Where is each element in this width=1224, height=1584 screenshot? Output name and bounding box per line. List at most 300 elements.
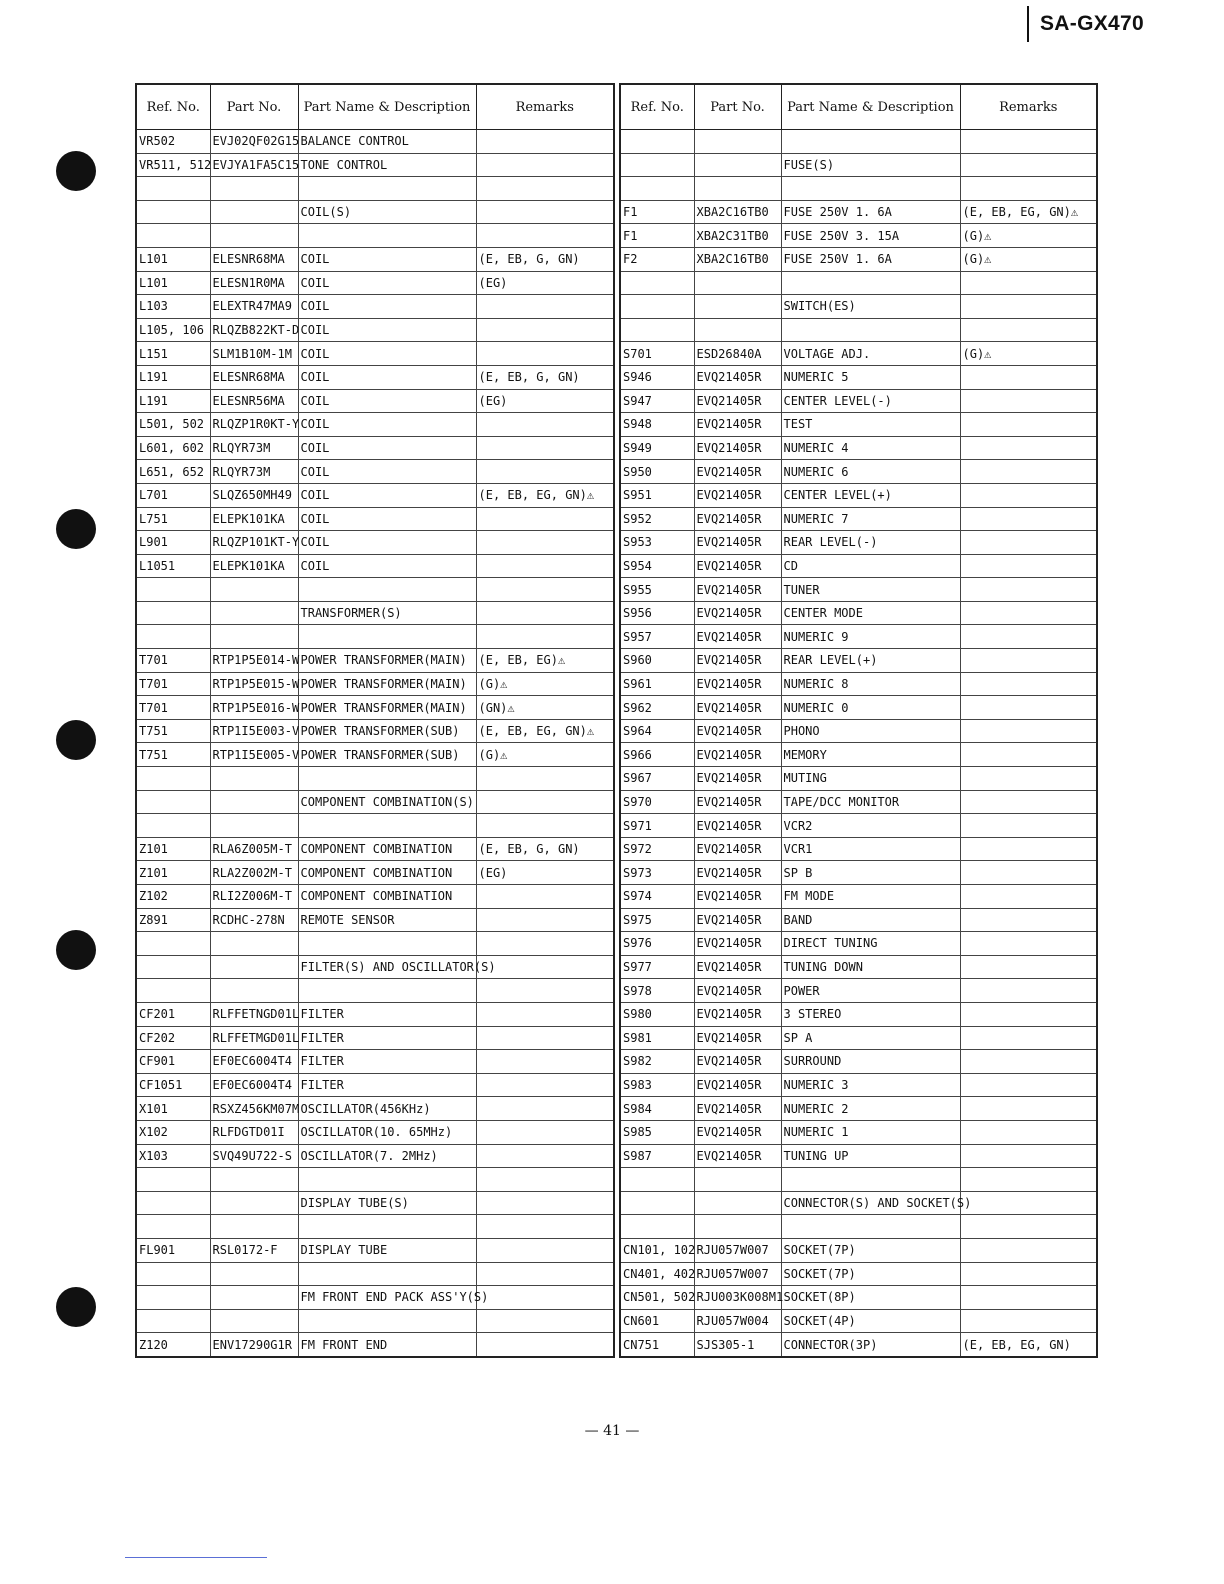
cell-description [781, 1215, 960, 1239]
cell-ref-no [620, 1215, 694, 1239]
cell-ref-no: S949 [620, 436, 694, 460]
cell-remarks [960, 130, 1097, 154]
table-row [136, 554, 614, 578]
cell-part-no [210, 767, 298, 791]
binder-hole [56, 720, 96, 760]
cell-part-no: RTP1P5E015-W [210, 672, 298, 696]
table-row [620, 365, 1097, 389]
cell-part-no: RTP1I5E003-V [210, 719, 298, 743]
cell-description: REAR LEVEL(+) [781, 649, 960, 673]
cell-ref-no: S967 [620, 767, 694, 791]
cell-remarks [960, 1097, 1097, 1121]
cell-remarks [476, 601, 614, 625]
cell-part-no: RLQZP101KT-Y [210, 531, 298, 555]
cell-ref-no [136, 790, 210, 814]
cell-remarks [476, 1026, 614, 1050]
cell-ref-no [620, 318, 694, 342]
cell-description: DIRECT TUNING [781, 932, 960, 956]
model-name: SA-GX470 [1040, 12, 1144, 35]
cell-part-no [210, 177, 298, 201]
cell-ref-no: S970 [620, 790, 694, 814]
cell-remarks [960, 1168, 1097, 1192]
cell-part-no: SLM1B10M-1M [210, 342, 298, 366]
table-row [620, 625, 1097, 649]
cell-part-no: RLFFETNGD01L [210, 1002, 298, 1026]
cell-remarks [476, 932, 614, 956]
cell-remarks: (E, EB, EG, GN)⚠ [960, 200, 1097, 224]
cell-part-no [210, 955, 298, 979]
cell-part-no: EVQ21405R [694, 790, 781, 814]
cell-description: NUMERIC 6 [781, 460, 960, 484]
cell-part-no: RJU003K008M1 [694, 1286, 781, 1310]
cell-description: CENTER MODE [781, 601, 960, 625]
cell-part-no [210, 578, 298, 602]
table-row [136, 1333, 614, 1357]
header-rule [1027, 6, 1029, 42]
table-row [136, 1168, 614, 1192]
cell-part-no: EVQ21405R [694, 436, 781, 460]
cell-description: TEST [781, 413, 960, 437]
cell-ref-no: CF1051 [136, 1073, 210, 1097]
cell-remarks [960, 790, 1097, 814]
table-row [136, 318, 614, 342]
cell-description: FM FRONT END [298, 1333, 476, 1357]
cell-ref-no: S971 [620, 814, 694, 838]
cell-part-no [210, 200, 298, 224]
cell-description: CONNECTOR(S) AND SOCKET(S) [781, 1191, 960, 1215]
cell-ref-no: T751 [136, 743, 210, 767]
cell-remarks [476, 1333, 614, 1357]
table-row [620, 861, 1097, 885]
table-row [136, 908, 614, 932]
cell-description: TRANSFORMER(S) [298, 601, 476, 625]
table-row [620, 1026, 1097, 1050]
scan-artifact-line [125, 1557, 267, 1558]
table-row [136, 767, 614, 791]
table-row [620, 1309, 1097, 1333]
cell-remarks [960, 578, 1097, 602]
cell-remarks [960, 955, 1097, 979]
cell-part-no: EVQ21405R [694, 554, 781, 578]
cell-remarks: (G)⚠ [960, 342, 1097, 366]
cell-remarks [960, 767, 1097, 791]
table-row [136, 601, 614, 625]
cell-part-no: EVQ21405R [694, 885, 781, 909]
cell-remarks [960, 719, 1097, 743]
table-row [620, 130, 1097, 154]
cell-remarks [960, 625, 1097, 649]
binder-hole [56, 151, 96, 191]
table-row [136, 649, 614, 673]
column-header-ref-no: Ref. No. [620, 84, 694, 130]
table-row [136, 932, 614, 956]
cell-description [298, 979, 476, 1003]
cell-part-no: EVQ21405R [694, 365, 781, 389]
cell-description: SOCKET(7P) [781, 1262, 960, 1286]
cell-remarks [960, 554, 1097, 578]
column-header-description: Part Name & Description [781, 84, 960, 130]
cell-ref-no: S974 [620, 885, 694, 909]
table-row [136, 177, 614, 201]
cell-remarks [960, 271, 1097, 295]
cell-ref-no [136, 200, 210, 224]
cell-part-no [210, 1309, 298, 1333]
cell-part-no [694, 153, 781, 177]
cell-remarks: (EG) [476, 389, 614, 413]
cell-part-no: EVQ21405R [694, 743, 781, 767]
table-row [136, 837, 614, 861]
cell-ref-no [136, 625, 210, 649]
cell-ref-no [136, 1286, 210, 1310]
cell-description [298, 177, 476, 201]
table-row [136, 625, 614, 649]
cell-description [781, 1168, 960, 1192]
cell-part-no: EVQ21405R [694, 625, 781, 649]
cell-part-no: EVQ21405R [694, 1050, 781, 1074]
cell-description: COIL [298, 318, 476, 342]
cell-remarks [960, 177, 1097, 201]
cell-description: NUMERIC 1 [781, 1120, 960, 1144]
cell-ref-no [620, 1191, 694, 1215]
cell-description: COIL [298, 483, 476, 507]
cell-part-no: EVQ21405R [694, 1120, 781, 1144]
cell-part-no [210, 1168, 298, 1192]
cell-part-no: EVQ21405R [694, 696, 781, 720]
cell-remarks [960, 1215, 1097, 1239]
cell-description: NUMERIC 8 [781, 672, 960, 696]
cell-ref-no: T701 [136, 649, 210, 673]
cell-part-no: EVQ21405R [694, 1073, 781, 1097]
cell-ref-no: S946 [620, 365, 694, 389]
cell-ref-no: Z101 [136, 837, 210, 861]
table-row [620, 1215, 1097, 1239]
cell-description: VCR2 [781, 814, 960, 838]
cell-ref-no [136, 177, 210, 201]
cell-remarks [476, 318, 614, 342]
table-row [620, 955, 1097, 979]
cell-description: FILTER [298, 1050, 476, 1074]
cell-description: SURROUND [781, 1050, 960, 1074]
cell-remarks [960, 1286, 1097, 1310]
table-row [136, 1026, 614, 1050]
cell-ref-no [136, 955, 210, 979]
cell-part-no: RLQZP1R0KT-Y [210, 413, 298, 437]
cell-remarks: (E, EB, EG, GN) [960, 1333, 1097, 1357]
cell-description: SOCKET(7P) [781, 1238, 960, 1262]
table-row [620, 1333, 1097, 1357]
cell-ref-no: CN101, 102 [620, 1238, 694, 1262]
table-row [136, 483, 614, 507]
cell-remarks: (EG) [476, 861, 614, 885]
cell-part-no [210, 1215, 298, 1239]
cell-description: TUNING UP [781, 1144, 960, 1168]
table-row [620, 1120, 1097, 1144]
table-row [136, 790, 614, 814]
binder-hole [56, 509, 96, 549]
cell-ref-no: L701 [136, 483, 210, 507]
cell-description [781, 271, 960, 295]
cell-description: FUSE 250V 3. 15A [781, 224, 960, 248]
cell-part-no: EVQ21405R [694, 483, 781, 507]
cell-part-no: EVQ21405R [694, 1097, 781, 1121]
cell-remarks [960, 601, 1097, 625]
cell-ref-no: S948 [620, 413, 694, 437]
cell-remarks: (EG) [476, 271, 614, 295]
cell-part-no [694, 271, 781, 295]
cell-ref-no [136, 1262, 210, 1286]
cell-ref-no [620, 177, 694, 201]
table-row [136, 1002, 614, 1026]
cell-description: COIL [298, 507, 476, 531]
cell-remarks [960, 1073, 1097, 1097]
cell-part-no: SJS305-1 [694, 1333, 781, 1357]
table-row [620, 790, 1097, 814]
table-row [620, 767, 1097, 791]
cell-ref-no [620, 295, 694, 319]
cell-description: TONE CONTROL [298, 153, 476, 177]
cell-remarks: (G)⚠ [960, 247, 1097, 271]
cell-description: OSCILLATOR(10. 65MHz) [298, 1120, 476, 1144]
cell-ref-no [136, 1168, 210, 1192]
cell-description: 3 STEREO [781, 1002, 960, 1026]
table-row [136, 247, 614, 271]
cell-remarks [960, 814, 1097, 838]
cell-remarks [960, 696, 1097, 720]
cell-ref-no [136, 601, 210, 625]
cell-part-no: RLFDGTD01I [210, 1120, 298, 1144]
cell-description: COMPONENT COMBINATION [298, 861, 476, 885]
table-row [136, 1191, 614, 1215]
cell-part-no: EVQ21405R [694, 389, 781, 413]
cell-ref-no: S957 [620, 625, 694, 649]
cell-ref-no: F1 [620, 200, 694, 224]
table-row [620, 1144, 1097, 1168]
column-header-remarks: Remarks [476, 84, 614, 130]
parts-table-right [619, 83, 1098, 1358]
cell-remarks [476, 1120, 614, 1144]
cell-ref-no [620, 153, 694, 177]
cell-description: OSCILLATOR(456KHz) [298, 1097, 476, 1121]
cell-ref-no: L151 [136, 342, 210, 366]
cell-ref-no: S987 [620, 1144, 694, 1168]
cell-description: SWITCH(ES) [781, 295, 960, 319]
cell-remarks [960, 1026, 1097, 1050]
cell-ref-no [136, 224, 210, 248]
cell-ref-no: L101 [136, 247, 210, 271]
table-row [620, 342, 1097, 366]
cell-description [298, 814, 476, 838]
cell-ref-no: S985 [620, 1120, 694, 1144]
cell-remarks: (GN)⚠ [476, 696, 614, 720]
cell-description [298, 625, 476, 649]
table-row [620, 885, 1097, 909]
cell-description: SOCKET(4P) [781, 1309, 960, 1333]
table-row [620, 413, 1097, 437]
cell-part-no: EVQ21405R [694, 578, 781, 602]
table-row [620, 1238, 1097, 1262]
cell-part-no [210, 601, 298, 625]
table-row [136, 1144, 614, 1168]
cell-ref-no: S954 [620, 554, 694, 578]
cell-part-no [210, 1262, 298, 1286]
cell-part-no: EVQ21405R [694, 719, 781, 743]
cell-part-no [694, 1191, 781, 1215]
table-row [136, 743, 614, 767]
table-row [620, 1286, 1097, 1310]
table-row [136, 672, 614, 696]
cell-description: POWER [781, 979, 960, 1003]
table-row [620, 1050, 1097, 1074]
cell-part-no: ESD26840A [694, 342, 781, 366]
cell-description: MEMORY [781, 743, 960, 767]
cell-remarks [960, 1191, 1097, 1215]
cell-ref-no: T701 [136, 696, 210, 720]
cell-part-no: ELEPK101KA [210, 507, 298, 531]
table-row [620, 153, 1097, 177]
cell-part-no: ENV17290G1R [210, 1333, 298, 1357]
cell-remarks [476, 908, 614, 932]
cell-description: COMPONENT COMBINATION [298, 837, 476, 861]
cell-ref-no [136, 979, 210, 1003]
cell-part-no: ELESN1R0MA [210, 271, 298, 295]
cell-part-no [210, 790, 298, 814]
cell-remarks [476, 1238, 614, 1262]
cell-ref-no: X101 [136, 1097, 210, 1121]
cell-remarks [960, 413, 1097, 437]
cell-ref-no: S701 [620, 342, 694, 366]
table-row [620, 1191, 1097, 1215]
table-header-row [136, 84, 614, 130]
cell-remarks [476, 1050, 614, 1074]
table-row [620, 649, 1097, 673]
cell-description: TUNING DOWN [781, 955, 960, 979]
table-row [136, 200, 614, 224]
cell-description: SOCKET(8P) [781, 1286, 960, 1310]
cell-part-no: RLFFETMGD01L [210, 1026, 298, 1050]
table-row [620, 814, 1097, 838]
table-row [136, 1215, 614, 1239]
cell-description: CD [781, 554, 960, 578]
cell-ref-no: L501, 502 [136, 413, 210, 437]
cell-part-no: RJU057W007 [694, 1238, 781, 1262]
table-row [620, 979, 1097, 1003]
table-row [620, 696, 1097, 720]
cell-part-no [210, 814, 298, 838]
cell-ref-no [136, 1215, 210, 1239]
cell-part-no: RLI2Z006M-T [210, 885, 298, 909]
cell-remarks [476, 885, 614, 909]
cell-description: DISPLAY TUBE [298, 1238, 476, 1262]
cell-remarks [476, 1309, 614, 1333]
table-row [620, 601, 1097, 625]
cell-ref-no [620, 130, 694, 154]
cell-description: NUMERIC 2 [781, 1097, 960, 1121]
cell-ref-no: VR502 [136, 130, 210, 154]
cell-part-no [694, 295, 781, 319]
cell-part-no: EVQ21405R [694, 413, 781, 437]
cell-part-no: EVQ21405R [694, 979, 781, 1003]
cell-part-no: RSL0172-F [210, 1238, 298, 1262]
cell-ref-no: S951 [620, 483, 694, 507]
cell-ref-no: FL901 [136, 1238, 210, 1262]
cell-remarks [960, 908, 1097, 932]
cell-remarks [476, 436, 614, 460]
cell-description: FUSE(S) [781, 153, 960, 177]
cell-ref-no: L101 [136, 271, 210, 295]
cell-description: COMPONENT COMBINATION [298, 885, 476, 909]
cell-remarks [960, 885, 1097, 909]
cell-part-no: RLQYR73M [210, 460, 298, 484]
cell-remarks [476, 1215, 614, 1239]
cell-description: OSCILLATOR(7. 2MHz) [298, 1144, 476, 1168]
cell-part-no: RLQYR73M [210, 436, 298, 460]
cell-description: FILTER(S) AND OSCILLATOR(S) [298, 955, 476, 979]
cell-description: FILTER [298, 1026, 476, 1050]
cell-remarks [960, 1262, 1097, 1286]
table-row [136, 1309, 614, 1333]
cell-remarks [960, 1050, 1097, 1074]
cell-remarks [476, 1073, 614, 1097]
cell-description: COIL [298, 531, 476, 555]
cell-ref-no: L1051 [136, 554, 210, 578]
cell-ref-no: S956 [620, 601, 694, 625]
cell-part-no [694, 1215, 781, 1239]
cell-remarks [476, 295, 614, 319]
cell-ref-no [136, 578, 210, 602]
cell-part-no: SVQ49U722-S [210, 1144, 298, 1168]
cell-remarks [960, 649, 1097, 673]
cell-remarks [476, 342, 614, 366]
cell-part-no: EVQ21405R [694, 814, 781, 838]
cell-remarks [476, 979, 614, 1003]
cell-remarks [476, 1002, 614, 1026]
cell-remarks: (E, EB, G, GN) [476, 837, 614, 861]
cell-description: POWER TRANSFORMER(MAIN) [298, 672, 476, 696]
cell-ref-no: S966 [620, 743, 694, 767]
cell-part-no: EVQ21405R [694, 908, 781, 932]
cell-description [298, 578, 476, 602]
table-row [620, 1262, 1097, 1286]
table-row [620, 719, 1097, 743]
cell-part-no: RCDHC-278N [210, 908, 298, 932]
cell-part-no: EVQ21405R [694, 601, 781, 625]
cell-ref-no: S962 [620, 696, 694, 720]
cell-ref-no: VR511, 512 [136, 153, 210, 177]
table-row [620, 247, 1097, 271]
cell-part-no [210, 979, 298, 1003]
table-row [136, 295, 614, 319]
table-row [620, 531, 1097, 555]
cell-remarks [476, 955, 614, 979]
table-row [620, 271, 1097, 295]
cell-description [781, 177, 960, 201]
table-row [136, 342, 614, 366]
cell-ref-no: L901 [136, 531, 210, 555]
cell-ref-no: S984 [620, 1097, 694, 1121]
column-header-part-no: Part No. [210, 84, 298, 130]
cell-remarks [960, 1238, 1097, 1262]
cell-part-no [210, 932, 298, 956]
cell-remarks [960, 1144, 1097, 1168]
cell-description: NUMERIC 9 [781, 625, 960, 649]
cell-ref-no: CF202 [136, 1026, 210, 1050]
binder-hole [56, 1287, 96, 1327]
cell-ref-no: X103 [136, 1144, 210, 1168]
cell-description: SP A [781, 1026, 960, 1050]
cell-remarks [476, 625, 614, 649]
cell-ref-no: CN751 [620, 1333, 694, 1357]
cell-remarks: (E, EB, EG, GN)⚠ [476, 719, 614, 743]
